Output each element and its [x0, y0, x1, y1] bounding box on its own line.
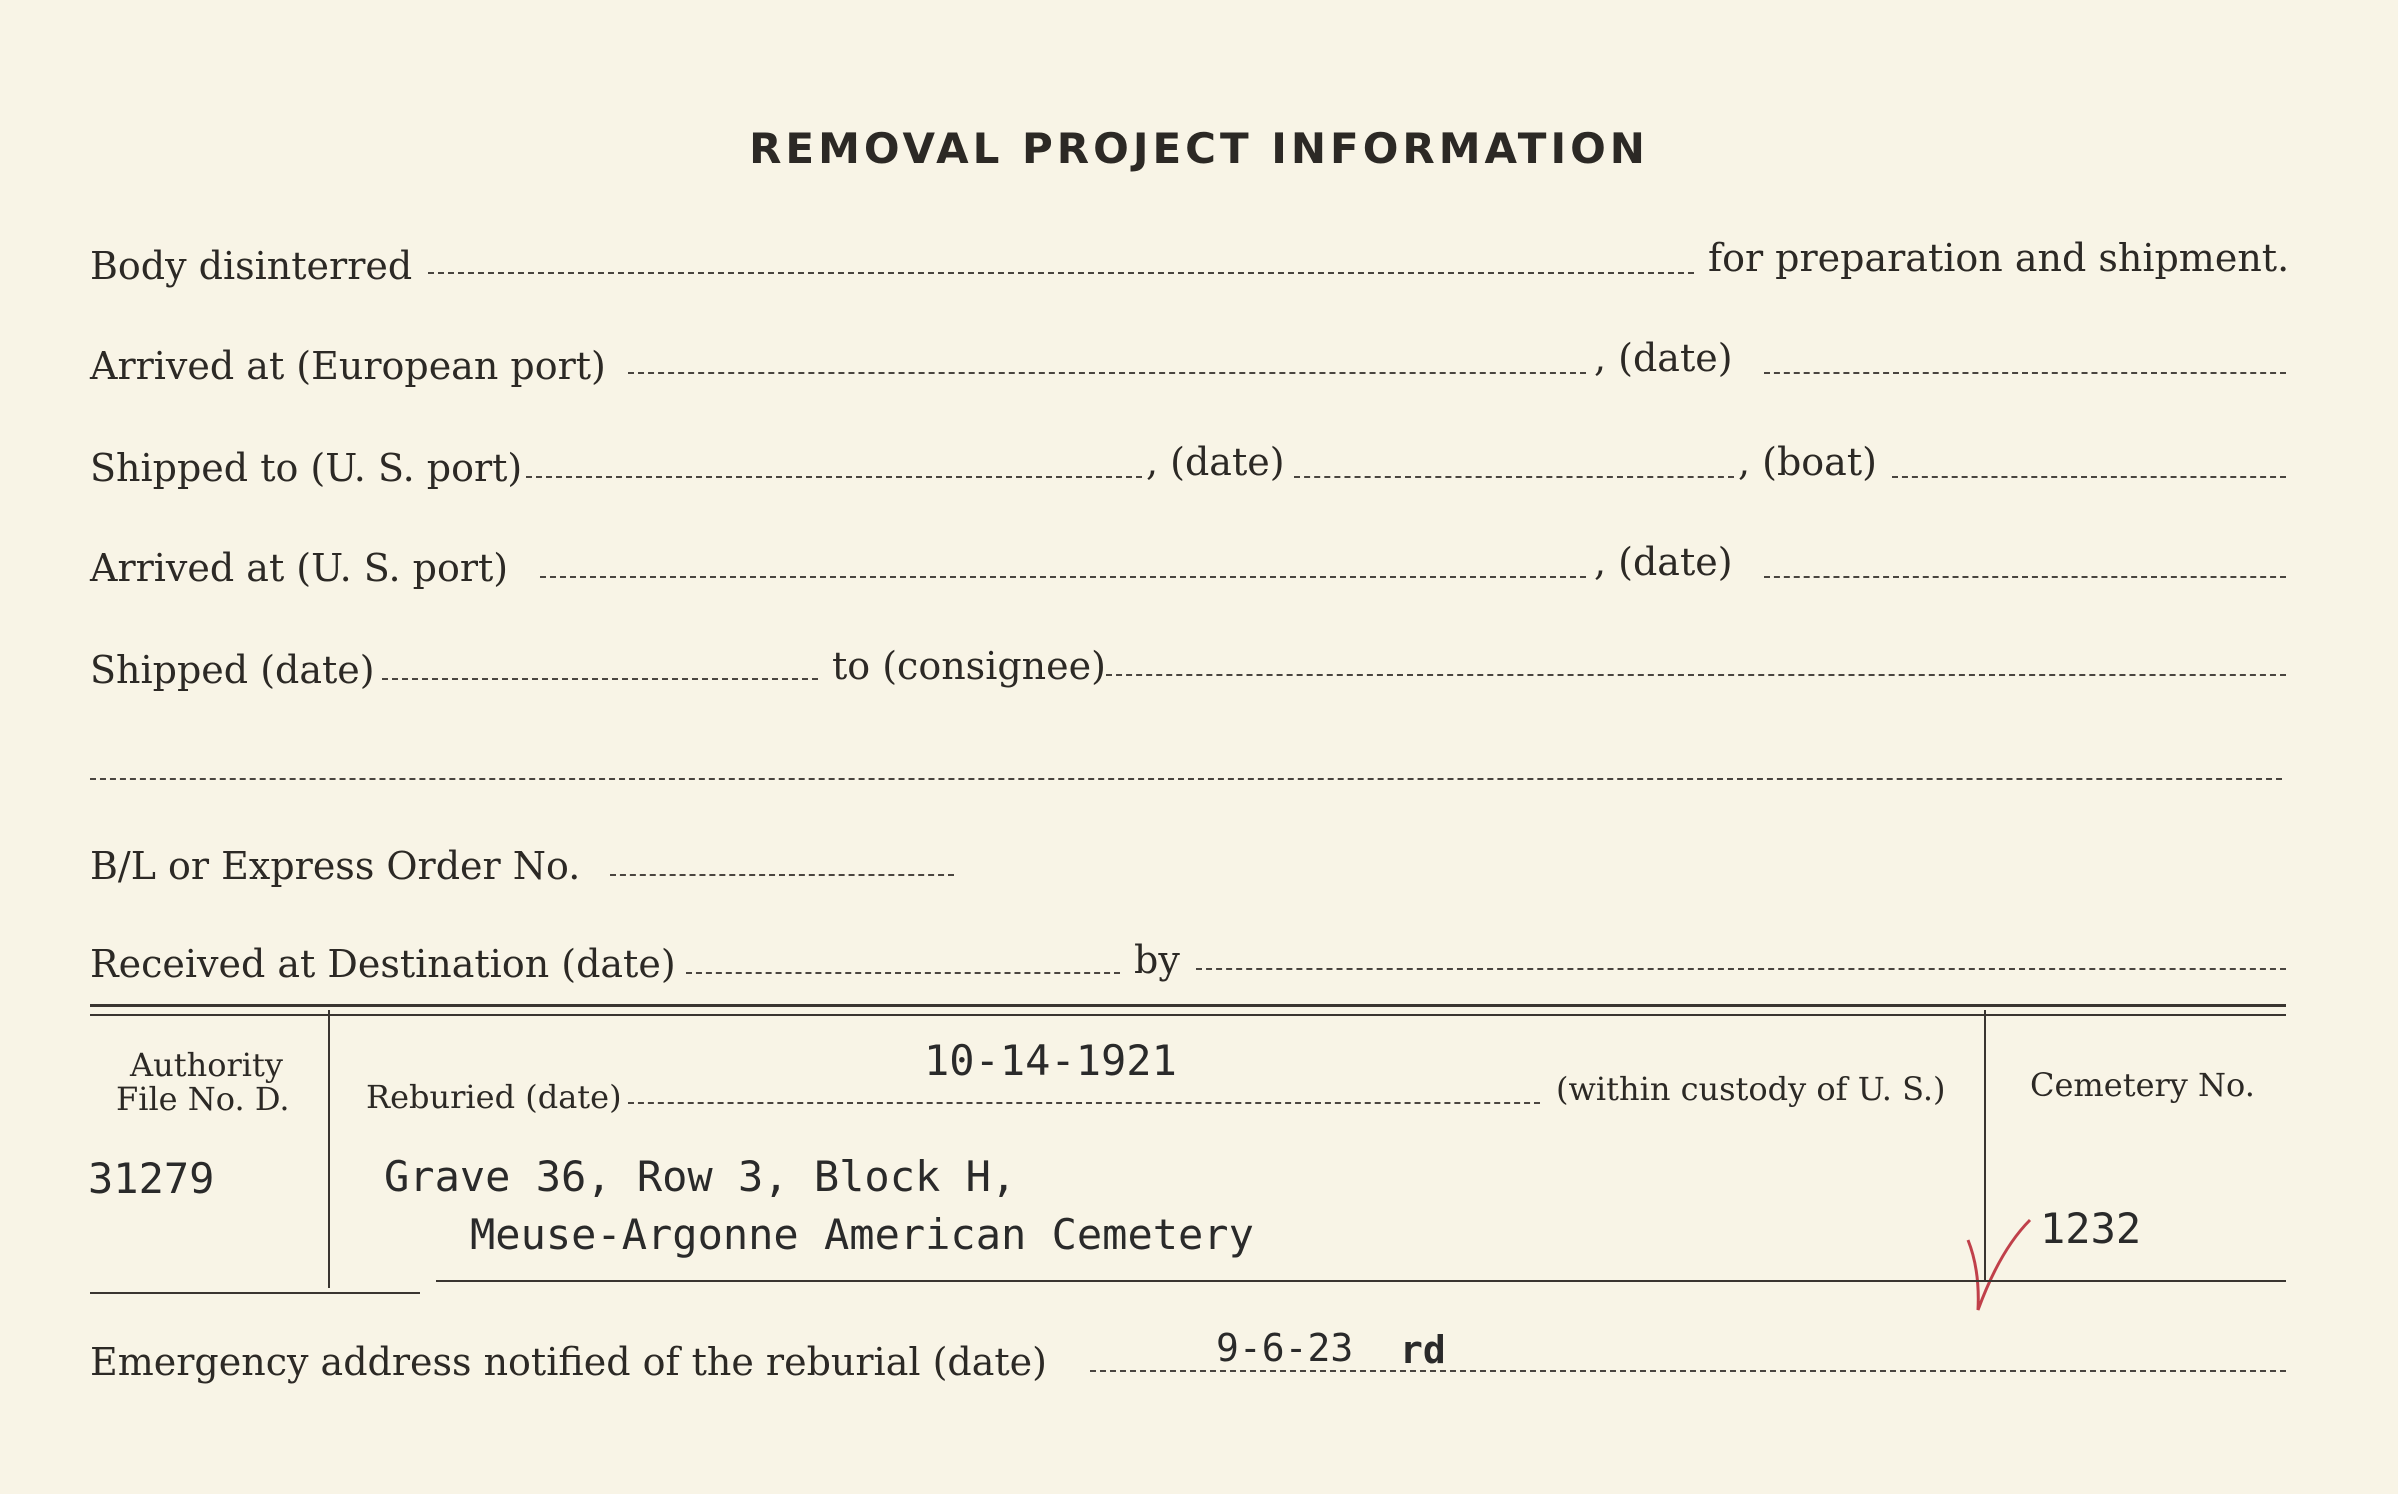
authority-divider — [328, 1010, 330, 1288]
shipped-to-date-field[interactable] — [1294, 476, 1734, 478]
preparation-shipment-label: for preparation and shipment. — [1708, 236, 2290, 280]
lower-rule-right — [436, 1280, 2286, 1282]
file-no-label: File No. D. — [116, 1080, 290, 1118]
emergency-date-field[interactable] — [1090, 1370, 2286, 1372]
reburied-label: Reburied (date) — [366, 1078, 622, 1116]
european-date-field[interactable] — [1764, 372, 2286, 374]
shipped-to-date-label: , (date) — [1146, 440, 1285, 484]
reburied-date-field[interactable] — [628, 1102, 1540, 1104]
arrived-us-date-label: , (date) — [1594, 540, 1733, 584]
shipped-date-label: Shipped (date) — [90, 648, 375, 692]
received-by-label: by — [1134, 938, 1180, 982]
cemetery-number: 1232 — [2040, 1204, 2142, 1253]
section-rule-bottom — [90, 1014, 2286, 1016]
boat-field[interactable] — [1892, 476, 2286, 478]
consignee-field[interactable] — [1106, 674, 2286, 676]
arrived-us-date-field[interactable] — [1764, 576, 2286, 578]
shipped-to-us-port-label: Shipped to (U. S. port) — [90, 446, 523, 490]
arrived-european-port-label: Arrived at (European port) — [90, 344, 606, 388]
us-port-field[interactable] — [526, 476, 1142, 478]
received-by-field[interactable] — [1196, 968, 2286, 970]
custody-label: (within custody of U. S.) — [1556, 1070, 1946, 1108]
cemetery-no-label: Cemetery No. — [2030, 1066, 2255, 1104]
body-disinterred-field[interactable] — [428, 272, 1694, 274]
authority-file-number: 31279 — [88, 1154, 215, 1203]
body-disinterred-label: Body disinterred — [90, 244, 413, 288]
received-date-field[interactable] — [686, 972, 1120, 974]
consignee-continued-field[interactable] — [90, 778, 2282, 780]
emergency-address-label: Emergency address notified of the reburial (date) — [90, 1340, 1047, 1384]
notified-date-value: 9-6-23 — [1216, 1326, 1354, 1370]
check-mark-icon — [1960, 1200, 2040, 1320]
section-rule-top — [90, 1004, 2286, 1007]
authority-label: Authority — [130, 1046, 283, 1084]
consignee-label: to (consignee) — [832, 644, 1106, 688]
reburied-date-value: 10-14-1921 — [924, 1036, 1177, 1085]
bl-express-order-label: B/L or Express Order No. — [90, 844, 581, 888]
grave-location-line-1: Grave 36, Row 3, Block H, — [384, 1152, 1017, 1201]
european-port-field[interactable] — [628, 372, 1586, 374]
notified-initials: rd — [1400, 1328, 1446, 1372]
received-destination-label: Received at Destination (date) — [90, 942, 676, 986]
form-title: REMOVAL PROJECT INFORMATION — [749, 124, 1649, 173]
arrived-us-port-field[interactable] — [540, 576, 1586, 578]
bl-express-order-field[interactable] — [610, 874, 954, 876]
arrived-european-date-label: , (date) — [1594, 336, 1733, 380]
grave-location-line-2: Meuse-Argonne American Cemetery — [470, 1210, 1254, 1259]
shipped-to-boat-label: , (boat) — [1738, 440, 1877, 484]
lower-rule-left — [90, 1292, 420, 1294]
arrived-us-port-label: Arrived at (U. S. port) — [90, 546, 509, 590]
shipped-date-field[interactable] — [382, 678, 818, 680]
